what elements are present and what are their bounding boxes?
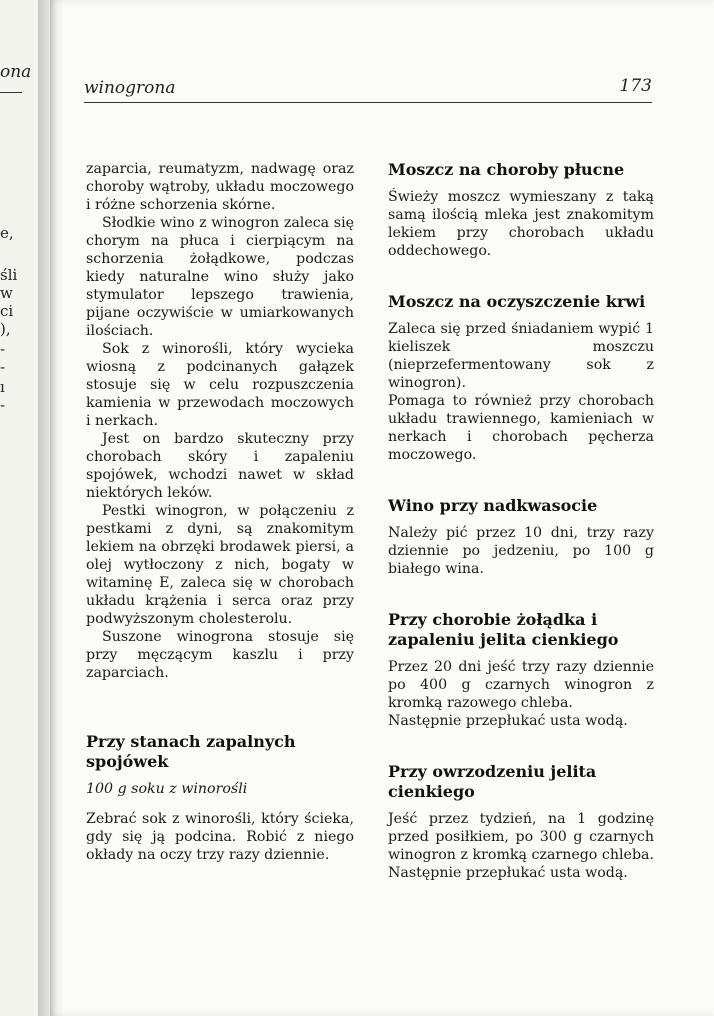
facing-page-text-fragment: e,: [0, 224, 14, 242]
section-title: Wino przy nadkwasocie: [388, 496, 598, 515]
facing-page-text-fragment: w: [0, 284, 13, 302]
paragraph: Jest on bardzo skuteczny przy chorobach skóry i zapaleniu spojówek, wchodzi nawet w skład niektórych leków.: [86, 431, 354, 501]
facing-page-text-fragment: -: [0, 358, 6, 376]
page-number: 173: [619, 76, 652, 96]
facing-page-text-fragment: ),: [0, 320, 11, 338]
section-subtitle: 100 g soku z winorośli: [86, 781, 248, 797]
section-body: Zaleca się przed śniadaniem wypić 1 kieliszek moszczu (nieprzefermentowany sok z winogron).: [388, 321, 654, 391]
section-body: Należy pić przez 10 dni, trzy razy dziennie po jedzeniu, po 100 g białego wina.: [388, 525, 654, 577]
paragraph: Pestki winogron, w połączeniu z pestkami z dyni, są znakomitym lekiem na obrzęki brodawek piersi, a olej wytłoczony z nich, bogaty w witaminę E, zaleca się w chorobach układu krążenia i serca oraz przy podwyższonym cholesterolu.: [86, 503, 354, 627]
section-body: Następnie przepłukać usta wodą.: [388, 713, 628, 729]
right-column: [388, 160, 654, 882]
facing-page-text-fragment: -: [0, 396, 6, 414]
book-gutter-shadow: [38, 0, 56, 1016]
paragraph: Sok z winorośli, który wycieka wiosną z podcinanych gałązek stosuje się w celu rozpuszczenia kamienia w przewodach moczowych i nerkach.: [86, 341, 354, 429]
section-body: Pomaga to również przy chorobach układu trawiennego, kamieniach w nerkach i chorobach pęcherza moczowego.: [388, 393, 654, 463]
facing-page-header-fragment: ona: [0, 62, 32, 82]
facing-page-text-fragment: -: [0, 340, 6, 358]
facing-page-text-fragment: ci: [0, 302, 14, 320]
section-body: Jeść przez tydzień, na 1 godzinę przed posiłkiem, po 300 g czarnych winogron z kromką czarnego chleba. Następnie przepłukać usta wodą.: [388, 811, 654, 881]
running-title: winogrona: [84, 78, 176, 98]
section-body: Przez 20 dni jeść trzy razy dziennie po 400 g czarnych winogron z kromką razowego chleba.: [388, 659, 654, 711]
paragraph: Suszone winogrona stosuje się przy męczącym kaszlu i przy zaparciach.: [86, 629, 354, 681]
paragraph: zaparcia, reumatyzm, nadwagę oraz choroby wątroby, układu moczowego i różne schorzenia skórne.: [86, 161, 354, 213]
facing-page-text-fragment: ı: [0, 378, 5, 396]
paragraph: Słodkie wino z winogron zaleca się chorym na płuca i cierpiącym na schorzenia żołądkowe, podczas kiedy naturalne wino służy jako stymulator lepszego trawienia, pijane oczywiście w umiarkowanych ilościach.: [86, 215, 354, 339]
facing-page-rule: [0, 92, 22, 93]
section-title: Przy stanach zapalnych spojówek: [86, 732, 296, 771]
left-column: [86, 160, 354, 864]
section-title: Przy chorobie żołądka i zapaleniu jelita cienkiego: [388, 610, 619, 649]
section-body: Świeży moszcz wymieszany z taką samą ilością mleka jest znakomitym lekiem przy chorobach układu oddechowego.: [388, 189, 654, 259]
section-title: Przy owrzodzeniu jelita cienkiego: [388, 762, 597, 801]
section-title: Moszcz na choroby płucne: [388, 160, 625, 179]
facing-page-text-fragment: śli: [0, 266, 18, 284]
section-body: Zebrać sok z winorośli, który ścieka, gdy się ją podcina. Robić z niego okłady na oczy trzy razy dziennie.: [86, 811, 354, 863]
section-title: Moszcz na oczyszczenie krwi: [388, 292, 646, 311]
header-rule: [84, 102, 652, 103]
